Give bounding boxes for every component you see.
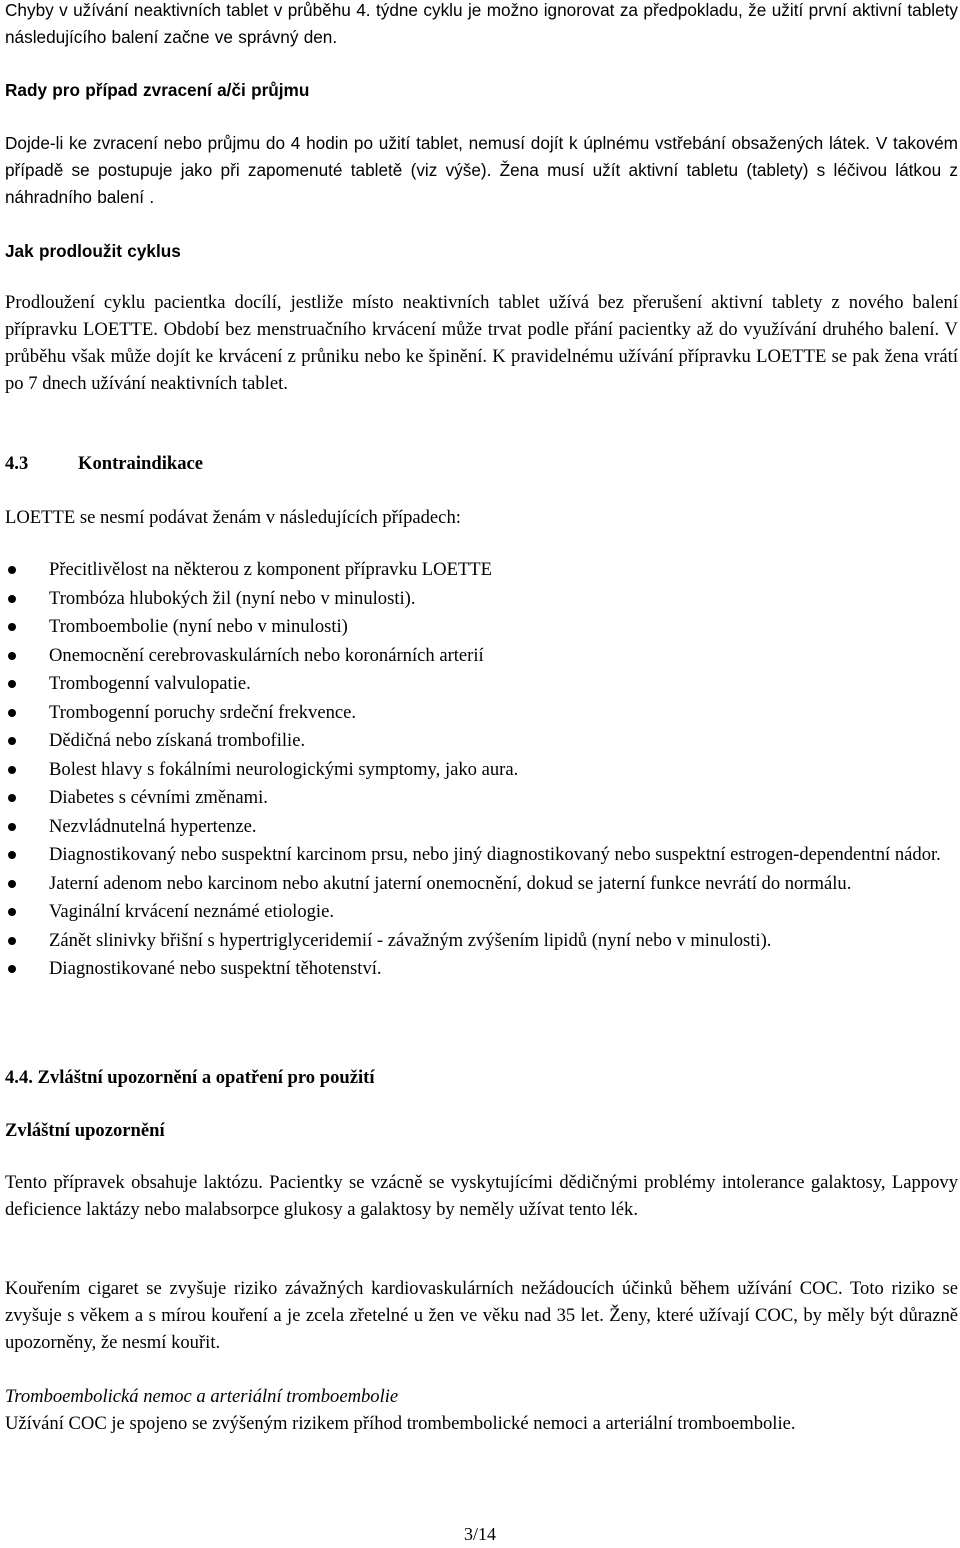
section-number: 4.3 [5, 453, 29, 474]
list-item: Dědičná nebo získaná trombofilie. [5, 728, 958, 754]
list-item: Přecitlivělost na některou z komponent přípravku LOETTE [5, 557, 958, 583]
thrombo-paragraph: Užívání COC je spojeno se zvýšeným rizikem příhod trombembolické nemoci a arteriální tromboembolie. [5, 1413, 796, 1434]
thrombo-subheading: Tromboembolická nemoc a arteriální tromboembolie [5, 1386, 399, 1407]
contraindications-list [5, 557, 958, 985]
warnings-heading: 4.4. Zvláštní upozornění a opatření pro použití [5, 1067, 375, 1088]
vomit-paragraph: Dojde-li ke zvracení nebo průjmu do 4 hodin po užití tablet, nemusí dojít k úplnému vstřebání obsažených látek. V takovém případě se postupuje jako při zapomenuté tabletě (viz výše). Žena musí užít aktivní tabletu (tablety) s léčivou látkou z náhradního balení . [5, 133, 958, 207]
list-item: Vaginální krvácení neznámé etiologie. [5, 899, 958, 925]
list-item: Trombóza hlubokých žil (nyní nebo v minulosti). [5, 586, 958, 612]
section-title: Kontraindikace [78, 453, 203, 474]
list-item: Diagnostikovaný nebo suspektní karcinom prsu, nebo jiný diagnostikovaný nebo suspektní estrogen-dependentní nádor. [5, 842, 958, 868]
list-item: Bolest hlavy s fokálními neurologickými symptomy, jako aura. [5, 757, 958, 783]
list-item: Jaterní adenom nebo karcinom nebo akutní jaterní onemocnění, dokud se jaterní funkce nevrátí do normálu. [5, 871, 958, 897]
intro-paragraph: Chyby v užívání neaktivních tablet v průběhu 4. týdne cyklu je možno ignorovat za předpokladu, že užití první aktivní tablety následujícího balení začne ve správný den. [5, 0, 958, 47]
smoking-paragraph: Kouřením cigaret se zvyšuje riziko závažných kardiovaskulárních nežádoucích účinků během užívání COC. Toto riziko se zvyšuje s věkem a s mírou kouření a je zcela zřetelné u žen ve věku nad 35 let. Ženy, které užívají COC, by měly být důrazně upozorněny, že nesmí kouřit. [5, 1278, 958, 1353]
list-item: Diabetes s cévními změnami. [5, 785, 958, 811]
lactose-paragraph: Tento přípravek obsahuje laktózu. Pacientky se vzácně se vyskytujícími dědičnými problémy intolerance galaktosy, Lappovy deficience laktázy nebo malabsorpce glukosy a galaktosy by neměly užívat tento lék. [5, 1172, 958, 1220]
list-item: Trombogenní poruchy srdeční frekvence. [5, 700, 958, 726]
list-item: Onemocnění cerebrovaskulárních nebo koronárních arterií [5, 643, 958, 669]
list-item: Tromboembolie (nyní nebo v minulosti) [5, 614, 958, 640]
extend-cycle-paragraph: Prodloužení cyklu pacientka docílí, jestliže místo neaktivních tablet užívá bez přerušení aktivní tablety z nového balení přípravku LOETTE. Období bez menstruačního krvácení může trvat podle přání pacientky až do využívání druhého balení. V průběhu však může dojít ke krvácení z průniku nebo ke špinění. K pravidelnému užívání přípravku LOETTE se pak žena vrátí po 7 dnech užívání neaktivních tablet. [5, 292, 958, 394]
list-item: Nezvládnutelná hypertenze. [5, 814, 958, 840]
page-number: 3/14 [463, 1524, 496, 1544]
extend-cycle-heading: Jak prodloužit cyklus [5, 241, 181, 261]
list-item: Diagnostikované nebo suspektní těhotenství. [5, 956, 958, 982]
contraindications-heading [5, 450, 958, 477]
contraindications-intro: LOETTE se nesmí podávat ženám v následujících případech: [5, 507, 461, 528]
list-item: Zánět slinivky břišní s hypertriglyceridemií - závažným zvýšením lipidů (nyní nebo v minulosti). [5, 928, 958, 954]
list-item: Trombogenní valvulopatie. [5, 671, 958, 697]
vomit-heading: Rady pro případ zvracení a/či průjmu [5, 80, 310, 100]
special-warnings-subheading: Zvláštní upozornění [5, 1120, 165, 1141]
